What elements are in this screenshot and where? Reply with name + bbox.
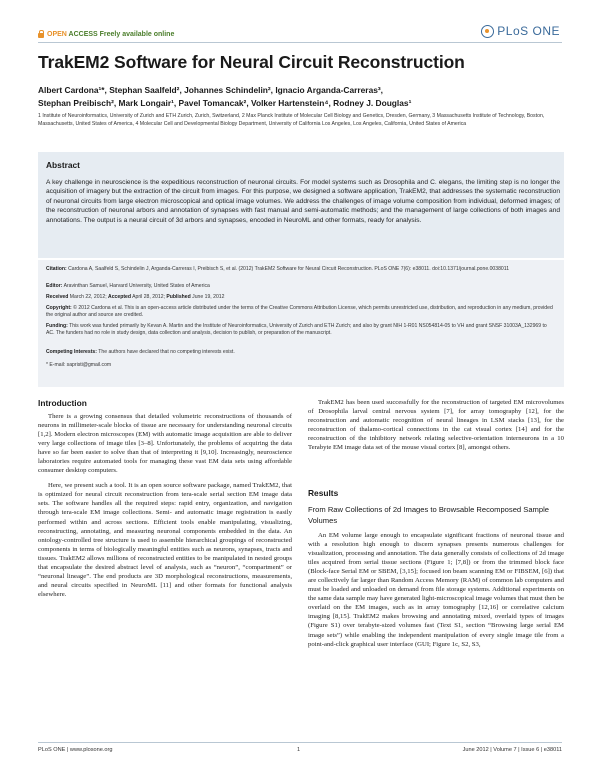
footer-issue: June 2012 | Volume 7 | Issue 6 | e38011 (462, 747, 562, 753)
footer-journal: PLoS ONE | www.plosone.org (38, 747, 113, 753)
abstract-heading: Abstract (46, 160, 80, 170)
citation: Citation: Cardona A, Saalfeld S, Schindelin J, Arganda-Carreras I, Preibisch S, et al. (2012) TrakEM2 Software for Neural Circuit Reconstruction. PLoS ONE 7(6): e38011. doi:10.1371/journal.pone.0038011 (46, 266, 510, 272)
paragraph: An EM volume large enough to encapsulate significant fractions of neuronal tissue and with a resolution high enough to discern synapses presents numerous challenges for visualization, processing and annotation. The data generally consists of collections of 2d image tiles acquired from serial tissue sections (Figure 1; [7,8]) or from the trimmed block face (Block-face Serial EM or SBEM, [3,15]; focused ion beam scanning EM or FIBSEM, [6]) that are collectively far larger than Random Access Memory (RAM) of common lab computers and must be loaded and unloaded on demand from file storage systems. Additional experiments on the same data sample may have generated light-microscopical image volumes that must then be overlaid on the EM images, such as in array tomography [12,16] or correlative calcium imaging [8,15]. TrakEM2 makes browsing and annotating mixed, overlaid types of images (Figure S1) over terabyte-sized volumes fast (Text S1, section “Browsing large serial EM image sets”) while enabling the independent manipulation of every single image tile from a point-and-click graphical user interface (GUI; Figure 1c, S2, S3, (308, 532, 564, 648)
competing-interests: Competing Interests: The authors have declared that no competing interests exist. (46, 349, 235, 355)
results-heading: Results (308, 488, 339, 498)
introduction-heading: Introduction (38, 398, 87, 408)
correspondence-email[interactable]: * E-mail: sapristi@gmail.com (46, 362, 112, 368)
paragraph: There is a growing consensus that detailed volumetric reconstructions of thousands of neurons in millimeter-scale blocks of tissue are necessary for understanding neuronal circuits [1,2]. Modern electron microscopes (EM) with automatic image acquisition are able to deliver very large collections of image tiles [3–8]. Unfortunately, the problems of acquiring the data have so far been easier to solve than that of interpreting it [9,10]. Increasingly, neuroscience laboratories require automated tools for managing these vast EM data sets using affordable consumer desktop computers. (38, 413, 292, 475)
footer-divider (38, 742, 562, 743)
editor: Editor: Aravinthan Samuel, Harvard University, United States of America (46, 283, 210, 289)
results-subheading: From Raw Collections of 2d Images to Browsable Recomposed Sample Volumes (308, 505, 549, 525)
header-divider (38, 42, 562, 43)
plos-logo-icon (481, 25, 494, 38)
right-column-results (308, 531, 564, 649)
paragraph: TrakEM2 has been used successfully for the reconstruction of targeted EM microvolumes of Drosophila larval central nervous system [7], for array tomography [12], for the reconstruction and automatic recognition of neural lineages in LSM stacks [13], for the reconstruction of thalamo-cortical connections in the cat visual cortex [14] and for the reconstruction of the inhibitory network relating selective-orientation interneurons in a 10 Terabyte EM image data set of the mouse visual cortex [8], amongst others. (308, 399, 564, 452)
right-column-top (308, 398, 564, 452)
page-number: 1 (297, 747, 301, 753)
open-access-badge (38, 30, 174, 38)
copyright: Copyright: © 2012 Cardona et al. This is an open-access article distributed under the terms of the Creative Commons Attribution License, which permits unrestricted use, distribution, and reproduction in any medium, provided the original author and source are credited. (46, 305, 553, 318)
author-list (38, 84, 563, 110)
abstract-text: A key challenge in neuroscience is the expeditious reconstruction of neuronal circuits. For model systems such as Drosophila and C. elegans, the limiting step is no longer the acquisition of imagery but the extraction of the circuit from images. For this purpose, we designed a software application, TrakEM2, that addresses the systematic reconstruction of neuronal circuits from large electron microscopical and optical image volumes. We address the challenges of image volume composition from individual, deformed images; of the reconstruction of neuronal arbors and annotation of synapses with fast manual and semi-automatic methods; and the management of large collections of both images and annotations. The output is a neural circuit of 3d arbors and synapses, encoded in NeuroML and other formats, ready for analysis. (46, 179, 560, 224)
paragraph: Here, we present such a tool. It is an open source software package, named TrakEM2, that is optimized for neural circuit reconstruction from tera-scale serial section EM image data sets. The software handles all the required steps: rapid entry, organization, and navigation through tera-scale EM image collections. Semi- and automatic image registration is easily performed within and across sections. Efficient tools enable manipulating, visualizing, reconstructing, annotating, and measuring neuronal components embedded in the data. An ontology-controlled tree structure is used to assemble hierarchical groupings of reconstructed components in terms of biologically meaningful entities such as neurons, synapses, tracts and tissues. TrakEM2 allows millions of reconstructed entities to be manipulated in nested groups that encapsulate the desired abstract level of analysis, such as “neuron”, “compartment” or “neuronal lineage”. The end products are 3D morphological reconstructions, measurements, and neural circuits specified in NeuroML [11] and other formats for functional analysis elsewhere. (38, 482, 292, 598)
author-line: Stephan Preibisch², Mark Longair¹, Pavel Tomancak², Volker Hartenstein⁴, Rodney J. Douglas¹ (38, 98, 412, 108)
dates: Received March 22, 2012; Accepted April 28, 2012; Published June 19, 2012 (46, 294, 225, 300)
article-title: TrakEM2 Software for Neural Circuit Reconstruction (38, 52, 465, 72)
journal-logo-text: PLoS ONE (497, 24, 560, 38)
affiliations: 1 Institute of Neuroinformatics, University of Zurich and ETH Zurich, Zurich, Switzerland, 2 Max Planck Institute of Molecular Cell Biology and Genetics, Dresden, Germany, 3 Massachusetts Institute of Technology, Boston, Massachusetts, United States of America, 4 Molecular Cell and Developmental Biology Department, University of California Los Angeles, Los Angeles, California, United States of America (38, 113, 545, 127)
author-line: Albert Cardona¹*, Stephan Saalfeld², Johannes Schindelin², Ignacio Arganda-Carreras³, (38, 85, 383, 95)
funding: Funding: This work was funded primarily by Kevan A. Martin and the Institute of Neuroinformatics, University of Zurich and ETH Zurich; and also by grant NIH 1-R01 NS054814-05 to VH and grant SNSF 31003A_132969 to AC. The funders had no role in study design, data collection and analysis, decision to publish, or preparation of the manuscript. (46, 323, 547, 336)
journal-logo (481, 24, 560, 38)
open-lock-icon (38, 30, 44, 38)
open-access-label: OPEN ACCESS Freely available online (47, 30, 175, 38)
left-column (38, 412, 292, 599)
